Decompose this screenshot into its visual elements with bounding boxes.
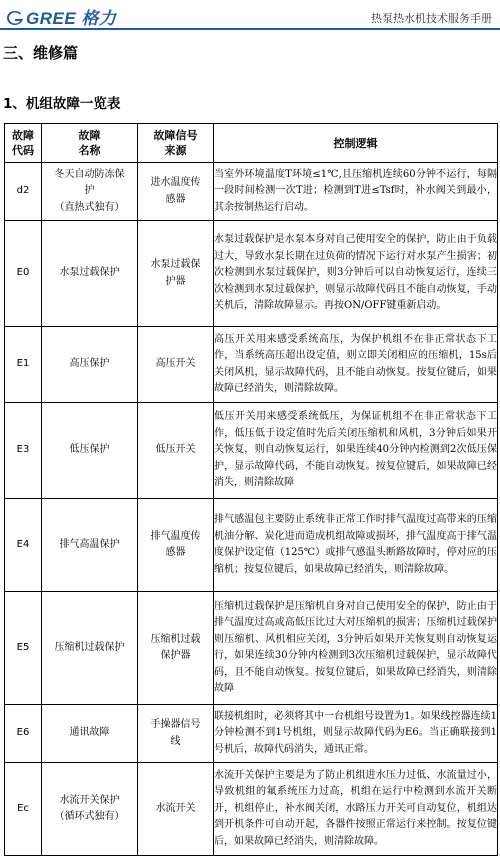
header-divider — [0, 28, 500, 30]
control-logic-cell: 排气感温包主要防止系统非正常工作时排气温度过高带来的压缩机油分解、炭化进而造成机组故障或损坏，排气温度高于排气温度保护设定值（125℃）或排气感温头断路故障时，停对应的压缩机；按复位键后，如果故障已经消失，则清除故障。 — [214, 499, 498, 592]
control-logic-cell: 联接机组时，必须将其中一台机组号设置为1。如果线控器连续1分钟检测不到1号机组，则显示故障代码为E6。当正确联接到1号机后，故障代码消失，通讯正常。 — [214, 705, 498, 763]
gree-logo-icon — [6, 10, 24, 26]
table-row — [5, 763, 498, 856]
fault-name-cell: 水泵过载保护 — [42, 221, 138, 327]
manual-title: 热泵热水机技术服务手册 — [371, 12, 492, 25]
fault-name-cell: 通讯故障 — [42, 705, 138, 763]
fault-source-cell: 进水温度传 感器 — [138, 163, 214, 221]
fault-name-cell: 排气高温保护 — [42, 499, 138, 592]
fault-code-cell: E0 — [5, 221, 42, 327]
header-logic: 控制逻辑 — [214, 124, 498, 163]
fault-source-cell: 水流开关 — [138, 763, 214, 856]
fault-source-cell: 排气温度传 感器 — [138, 499, 214, 592]
fault-source-cell: 低压开关 — [138, 403, 214, 499]
fault-source-cell: 水泵过载保 护器 — [138, 221, 214, 327]
sub-title: 1、机组故障一览表 — [3, 96, 121, 112]
fault-code-cell: E3 — [5, 403, 42, 499]
control-logic-cell: 当室外环境温度T环境≤1℃,且压缩机连续60分钟不运行，每隔一段时间检测一次T进；检测到T进≤Tsf时，补水阀关到最小，其余按制热运行启动。 — [214, 163, 498, 221]
fault-name-cell: 低压保护 — [42, 403, 138, 499]
fault-code-cell: E1 — [5, 327, 42, 403]
control-logic-cell: 水流开关保护主要是为了防止机组进水压力过低、水流量过小，导致机组的氟系统压力过高，机组在运行中检测到水流开关断开，机组停止，补水阀关闭，水路压力开关可自动复位，机组达到开机条件可自动开起，各器件按照正常运行来控制。按复位键后，如果故障已经消失，则清除故障。 — [214, 763, 498, 856]
table-row — [5, 403, 498, 499]
header-code: 故障 代码 — [5, 124, 42, 163]
table-row — [5, 499, 498, 592]
fault-name-cell: 高压保护 — [42, 327, 138, 403]
fault-code-cell: E6 — [5, 705, 42, 763]
section-title: 三、维修篇 — [3, 44, 79, 62]
fault-code-cell: d2 — [5, 163, 42, 221]
control-logic-cell: 压缩机过载保护是压缩机自身对自己使用安全的保护，防止由于排气温度过高或高低压比过大对压缩机的损害；压缩机过载保护则压缩机、风机相应关闭，3分钟后如果开关恢复则自动恢复运行，如果连续30分钟内检测到3次压缩机过载保护，显示故障代码，且不能自动恢复。按复位键后，如果故障已经消失，则清除故障 — [214, 592, 498, 705]
control-logic-cell: 低压开关用来感受系统低压，为保证机组不在非正常状态下工作，低压低于设定值时先后关闭压缩机和风机，3分钟后如果开关恢复，则自动恢复运行，如果连续40分钟内检测到2次低压保护，显示故障代码，不能自动恢复。按复位键后，如果故障已经消失，则清除故障 — [214, 403, 498, 499]
fault-name-cell: 压缩机过载保护 — [42, 592, 138, 705]
brand-name: GREE 格力 — [26, 9, 117, 28]
table-row — [5, 163, 498, 221]
fault-table — [4, 123, 498, 856]
page-header — [0, 0, 500, 30]
table-header-row — [5, 124, 498, 163]
table-row — [5, 221, 498, 327]
fault-code-cell: E4 — [5, 499, 42, 592]
table-row — [5, 327, 498, 403]
fault-code-cell: Ec — [5, 763, 42, 856]
fault-name-cell: 冬天自动防冻保 护 （直热式独有） — [42, 163, 138, 221]
table-row — [5, 592, 498, 705]
fault-name-cell: 水流开关保护 （循环式独有） — [42, 763, 138, 856]
table-row — [5, 705, 498, 763]
header-source: 故障信号 来源 — [138, 124, 214, 163]
fault-source-cell: 高压开关 — [138, 327, 214, 403]
brand-logo — [6, 4, 116, 29]
control-logic-cell: 高压开关用来感受系统高压，为保护机组不在非正常状态下工作，当系统高压超出设定值，则立即关闭相应的压缩机，15s后关闭风机，显示故障代码，且不能自动恢复。按复位键后，如果故障已经消失，则清除故障。 — [214, 327, 498, 403]
control-logic-cell: 水泵过载保护是水泵本身对自己使用安全的保护，防止由于负载过大，导致水泵长期在过负荷的情况下运行对水泵产生损害；初次检测到水泵过载保护，则3分钟后可以自动恢复运行，连续三次检测到水泵过载保护，则显示故障代码且不能自动恢复，手动关机后，清除故障显示。再按ON/OFF键重新启动。 — [214, 221, 498, 327]
fault-source-cell: 压缩机过载 保护器 — [138, 592, 214, 705]
fault-source-cell: 手操器信号 线 — [138, 705, 214, 763]
header-name: 故障 名称 — [42, 124, 138, 163]
fault-code-cell: E5 — [5, 592, 42, 705]
